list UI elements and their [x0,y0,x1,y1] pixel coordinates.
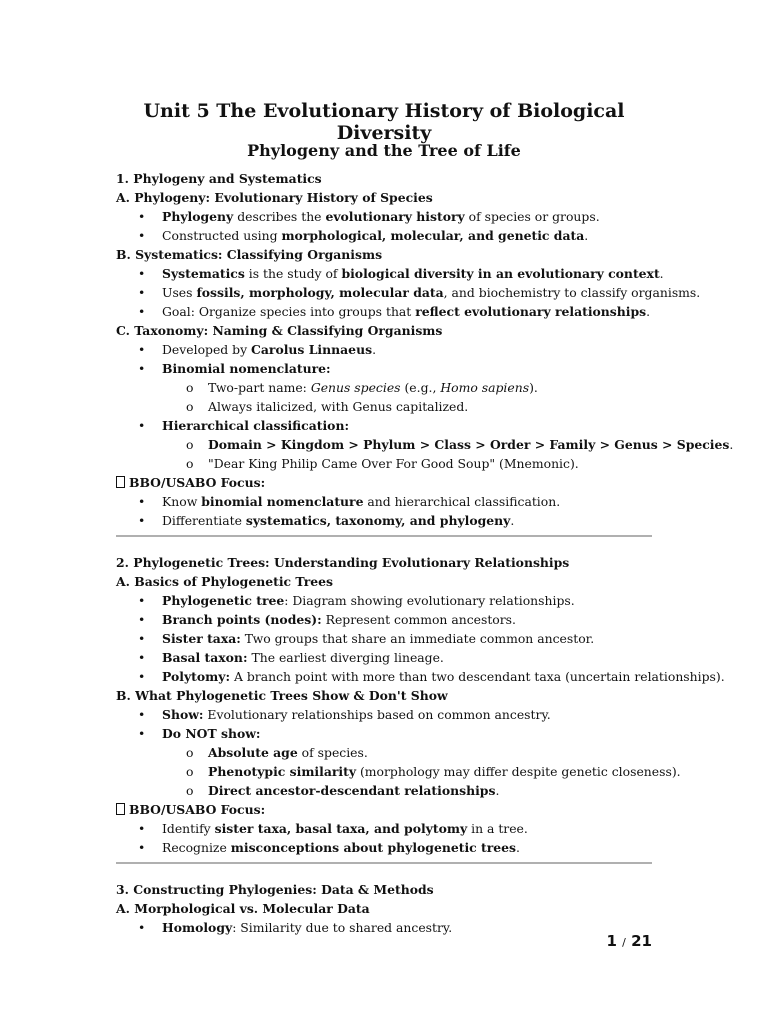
text-run: Polytomy: [162,669,231,684]
text-run: Homology [162,920,233,935]
text-run: (e.g., [400,380,441,395]
text-run: is the study of [244,266,342,281]
section-heading [116,880,656,899]
text-run: Constructed using [162,228,282,243]
text-run: misconceptions about phylogenetic trees [230,840,517,855]
text-run: Two-part name: [208,380,311,395]
text-run: B. Systematics: Classifying Organisms [116,247,383,262]
document-subtitle: Phylogeny and the Tree of Life [247,141,521,160]
text-run: . [729,437,734,452]
text-run: Evolutionary relationships based on common ancestry. [203,707,551,722]
bullet-item [116,359,656,378]
text-run: BBO/USABO Focus: [129,475,266,490]
focus-heading [116,800,656,819]
section-heading [116,686,656,705]
bullet-item [116,340,656,359]
section-heading [116,321,656,340]
bullet-item [116,264,664,283]
text-run: . [516,840,520,855]
text-run: Basal taxon: [162,650,248,665]
section-heading [116,572,656,591]
sub-bullet-item [116,378,656,397]
text-run: : Diagram showing evolutionary relationships. [284,593,575,608]
text-run: Homo sapiens [440,380,530,395]
section-divider [116,535,652,537]
bullet-item [116,724,656,743]
text-run: : Similarity due to shared ancestry. [232,920,453,935]
text-run: 1. Phylogeny and Systematics [116,171,322,186]
text-run: B. What Phylogenetic Trees Show & Don't Show [116,688,448,703]
text-run: . [659,266,664,281]
sub-bullet-item [116,743,656,762]
focus-icon [116,476,125,488]
section-heading [116,899,656,918]
document-body [116,169,734,937]
sub-bullet-item [116,781,656,800]
text-run: Uses [162,285,197,300]
bullet-item [116,648,656,667]
text-run: BBO/USABO Focus: [129,802,266,817]
text-run: . [584,228,589,243]
text-run: Represent common ancestors. [321,612,516,627]
text-run: Systematics [162,266,245,281]
bullet-item [116,918,656,937]
text-run: C. Taxonomy: Naming & Classifying Organisms [116,323,443,338]
text-run: Direct ancestor-descendant relationships [208,783,496,798]
bullet-item [116,226,656,245]
text-run: . [510,513,515,528]
text-run: Phylogenetic tree [162,593,285,608]
text-run: Phenotypic similarity [208,764,357,779]
text-run: binomial nomenclature [201,494,364,509]
bullet-item [116,492,656,511]
bullet-item [116,838,656,857]
document-title: Unit 5 The Evolutionary History of Biological Diversity [143,100,625,144]
page-number [607,932,653,950]
section-heading [116,245,656,264]
sub-bullet-item [116,762,681,781]
text-run: morphological, molecular, and genetic data [281,228,585,243]
text-run: Goal: Organize species into groups that [162,304,416,319]
text-run: Differentiate [162,513,246,528]
bullet-item [116,667,725,686]
bullet-item [116,610,656,629]
page-separator: / [622,936,626,949]
text-run: Genus species [310,380,401,395]
text-run: Developed by [162,342,252,357]
text-run: . [372,342,377,357]
text-run: of species. [297,745,368,760]
text-run: Carolus Linnaeus [251,342,373,357]
text-run: Always italicized, with Genus capitalized. [208,399,469,414]
bullet-item [116,416,656,435]
text-run: Binomial nomenclature: [162,361,331,376]
bullet-item [116,302,656,321]
text-run: Identify [162,821,215,836]
text-run: ). [529,380,538,395]
text-run: of species or groups. [464,209,600,224]
text-run: Absolute age [208,745,298,760]
sub-bullet-item [116,435,734,454]
text-run: Know [162,494,202,509]
text-run: Branch points (nodes): [162,612,322,627]
text-run: Phylogeny [162,209,234,224]
text-run: A branch point with more than two descendant taxa (uncertain relationships). [230,669,725,684]
bullet-item [116,511,656,530]
text-run: Hierarchical classification: [162,418,350,433]
bullet-item [116,591,656,610]
text-run: biological diversity in an evolutionary context [341,266,660,281]
page-current: 1 [606,932,617,950]
text-run: A. Phylogeny: Evolutionary History of Species [116,190,433,205]
text-run: evolutionary history [325,209,465,224]
text-run: Show: [162,707,204,722]
sub-bullet-item [116,454,656,473]
bullet-item [116,819,656,838]
text-run: "Dear King Philip Came Over For Good Soup" (Mnemonic). [208,456,579,471]
text-run: A. Morphological vs. Molecular Data [116,901,370,916]
bullet-item [116,283,701,302]
text-run: The earliest diverging lineage. [247,650,444,665]
text-run: sister taxa, basal taxa, and polytomy [214,821,468,836]
section-heading [116,188,656,207]
text-run: Do NOT show: [162,726,261,741]
text-run: . [495,783,500,798]
bullet-item [116,207,656,226]
text-run: . [646,304,651,319]
bullet-item [116,629,656,648]
bullet-item [116,705,656,724]
text-run: (morphology may differ despite genetic closeness). [356,764,681,779]
text-run: A. Basics of Phylogenetic Trees [116,574,333,589]
section-heading [116,553,656,572]
text-run: 3. Constructing Phylogenies: Data & Methods [116,882,434,897]
text-run: fossils, morphology, molecular data [196,285,444,300]
text-run: 2. Phylogenetic Trees: Understanding Evolutionary Relationships [116,555,570,570]
text-run: Sister taxa: [162,631,241,646]
page-total: 21 [631,932,652,950]
focus-heading [116,473,656,492]
section-heading [116,169,656,188]
text-run: and hierarchical classification. [363,494,561,509]
text-run: Domain > Kingdom > Phylum > Class > Order > Family > Genus > Species [208,437,730,452]
text-run: reflect evolutionary relationships [415,304,647,319]
text-run: Two groups that share an immediate common ancestor. [240,631,595,646]
text-run: , and biochemistry to classify organisms. [443,285,701,300]
text-run: systematics, taxonomy, and phylogeny [245,513,511,528]
text-run: Recognize [162,840,231,855]
sub-bullet-item [116,397,656,416]
text-run: in a tree. [467,821,528,836]
focus-icon [116,803,125,815]
text-run: describes the [233,209,326,224]
section-divider [116,862,652,864]
